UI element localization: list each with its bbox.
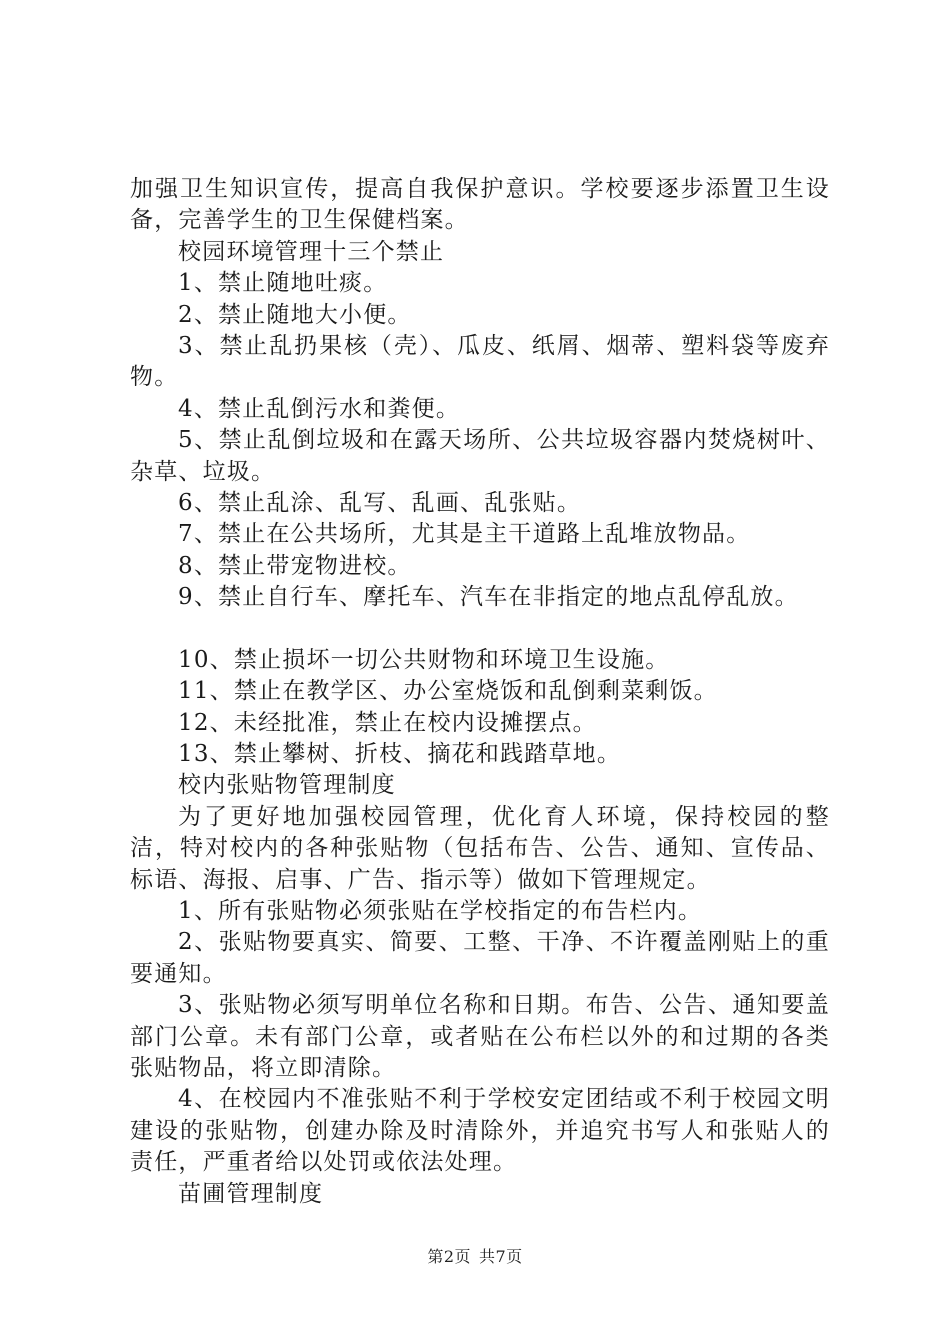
heading-posting-rules: 校内张贴物管理制度: [178, 772, 396, 799]
prohibition-item-6: 6、禁止乱涂、乱写、乱画、乱张贴。: [178, 490, 582, 517]
heading-thirteen-prohibitions: 校园环境管理十三个禁止: [178, 238, 445, 265]
posting-rule-1: 1、所有张贴物必须张贴在学校指定的布告栏内。: [178, 897, 703, 924]
prohibition-item-4: 4、禁止乱倒污水和粪便。: [178, 395, 461, 422]
posting-rules-intro: 为了更好地加强校园管理，优化育人环境，保持校园的整洁，特对校内的各种张贴物（包括布告、公告、通知、宣传品、标语、海报、启事、广告、指示等）做如下管理规定。: [130, 803, 830, 893]
prohibition-item-8: 8、禁止带宠物进校。: [178, 552, 412, 579]
prohibition-item-2: 2、禁止随地大小便。: [178, 301, 412, 328]
prohibition-item-5: 5、禁止乱倒垃圾和在露天场所、公共垃圾容器内焚烧树叶、杂草、垃圾。: [130, 427, 830, 485]
page-total: 共7页: [479, 1247, 523, 1266]
prohibition-item-11: 11、禁止在教学区、办公室烧饭和乱倒剩菜剩饭。: [178, 678, 718, 705]
prohibition-item-9: 9、禁止自行车、摩托车、汽车在非指定的地点乱停乱放。: [178, 584, 799, 611]
document-body: [130, 174, 830, 1210]
posting-rule-4: 4、在校园内不准张贴不利于学校安定团结或不利于校园文明建设的张贴物，创建办除及时清除外，并追究书写人和张贴人的责任，严重者给以处罚或依法处理。: [130, 1086, 830, 1176]
paragraph-hygiene-intro: 加强卫生知识宣传，提高自我保护意识。学校要逐步添置卫生设备，完善学生的卫生保健档案。: [130, 176, 830, 234]
prohibition-item-1: 1、禁止随地吐痰。: [178, 270, 388, 297]
prohibition-item-7: 7、禁止在公共场所，尤其是主干道路上乱堆放物品。: [178, 521, 751, 548]
page-number: 第2页: [427, 1247, 471, 1266]
heading-nursery-rules: 苗圃管理制度: [178, 1180, 324, 1207]
page-footer: [0, 1244, 950, 1267]
prohibition-item-3: 3、禁止乱扔果核（壳）、瓜皮、纸屑、烟蒂、塑料袋等废弃物。: [130, 333, 830, 391]
prohibition-item-13: 13、禁止攀树、折枝、摘花和践踏草地。: [178, 740, 622, 767]
posting-rule-3: 3、张贴物必须写明单位名称和日期。布告、公告、通知要盖部门公章。未有部门公章，或者贴在公布栏以外的和过期的各类张贴物品，将立即清除。: [130, 992, 830, 1081]
prohibition-item-10: 10、禁止损坏一切公共财物和环境卫生设施。: [178, 646, 670, 673]
prohibition-item-12: 12、未经批准，禁止在校内设摊摆点。: [178, 709, 597, 736]
posting-rule-2: 2、张贴物要真实、简要、工整、干净、不许覆盖刚贴上的重要通知。: [130, 929, 830, 987]
